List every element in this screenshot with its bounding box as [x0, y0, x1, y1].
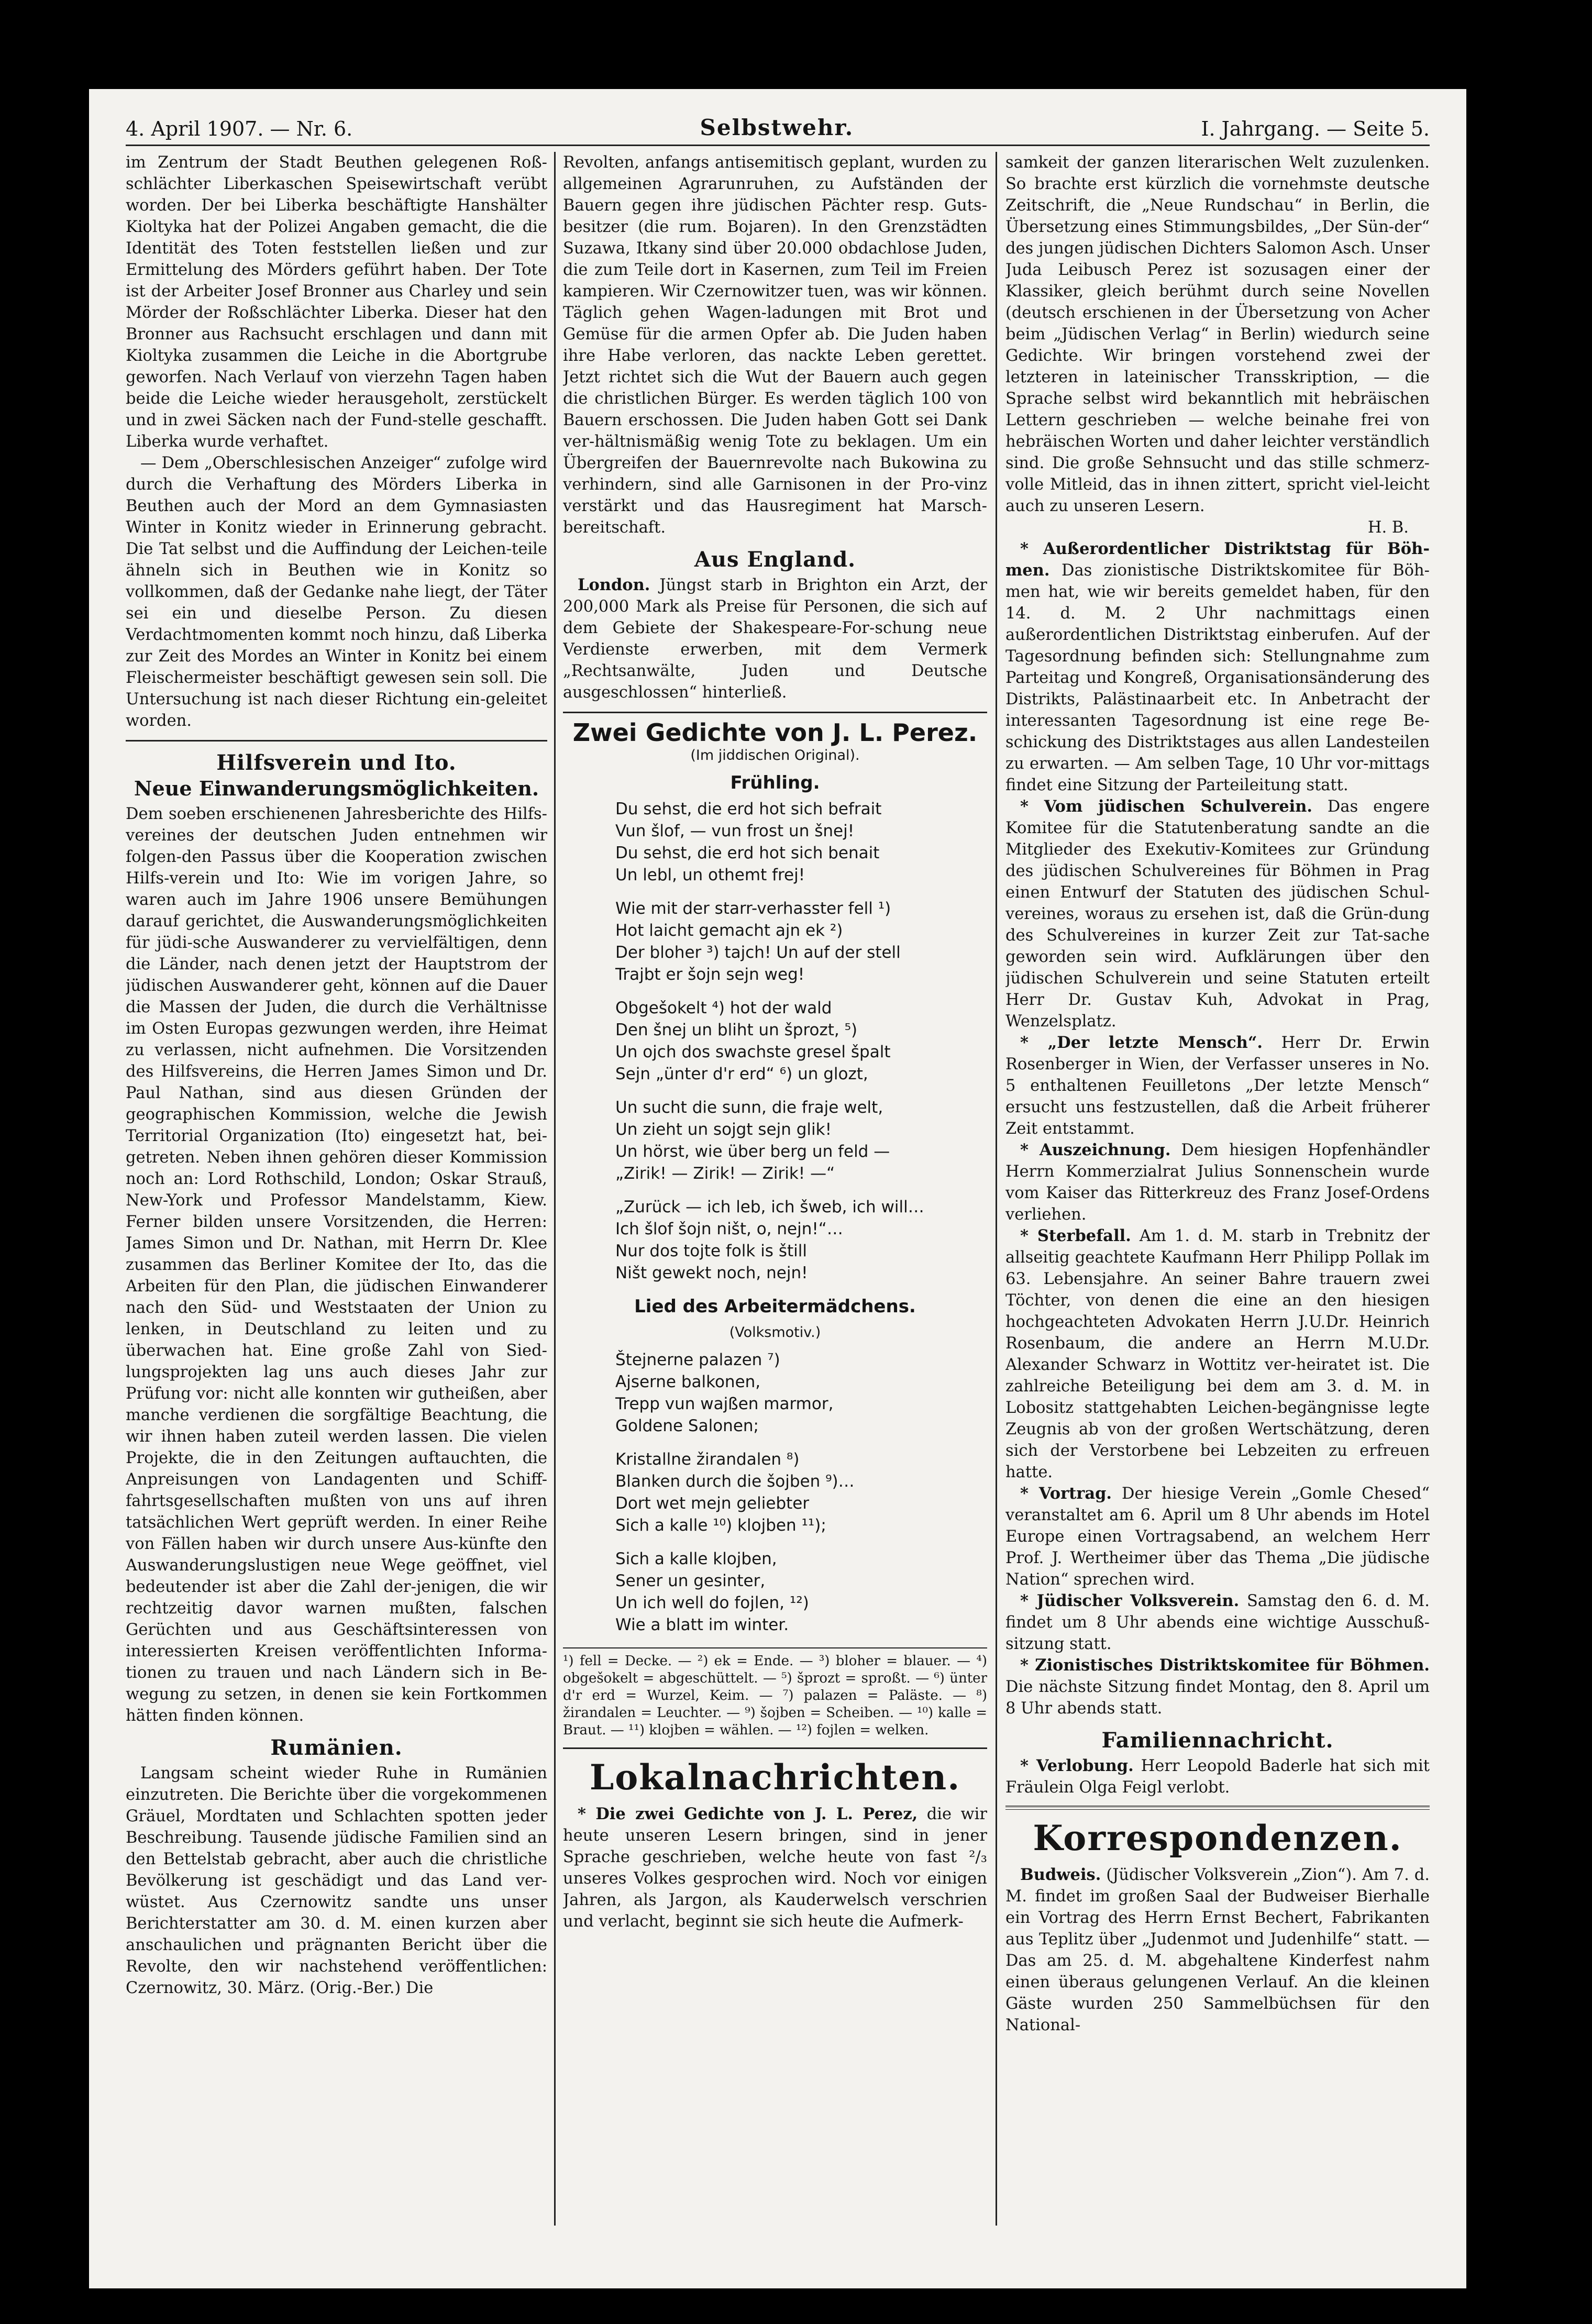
article-text: die wir heute unseren Lesern bringen, sind in jener Sprache geschrieben, welche heute von fast ²/₃ unseres Volkes gesprochen wird. Noch vor einigen Jahren, als Jargon, als Kauderwelsch verschrien und verlacht, beginnt sie sich heute die Aufmerk- [563, 1805, 987, 1931]
poem-line: Ich šlof šojn ništ, o, nejn!“… [615, 1220, 843, 1238]
article-text: Die nächste Sitzung findet Montag, den 8. April um 8 Uhr abends statt. [1005, 1678, 1430, 1718]
poem-line: Un zieht un sojgt sejn glik! [615, 1120, 832, 1139]
poem-line: Un hörst, wie über berg un feld — [615, 1142, 890, 1161]
poem-line: Blanken durch die šojben ⁹)… [615, 1472, 855, 1491]
poem-line: Vun šlof, — vun frost un šnej! [615, 822, 855, 840]
article-text: Das zionistische Distriktskomitee für Böh-men hat, wie wir bereits gemeldet haben, für den 14. d. M. 2 Uhr nachmittags einen außerordentlichen Distriktstag einberufen. Auf der Tagesordnung befinden sich: Stellungnahme zum Parteitag und Kongreß, Organisationsänderung des Distrikts, Palästinaarbeit etc. In Anbetracht der interessanten Tagesordnung ist eine rege Be-schickung des Distriktstages aus allen Landesteilen zu erwarten. — Am selben Tage, 10 Uhr vor-mittags findet eine Sitzung der Parteileitung statt. [1005, 561, 1430, 794]
poem-line: Den šnej un bliht un šprozt, ⁵) [615, 1021, 858, 1039]
article-text: Langsam scheint wieder Ruhe in Rumänien einzutreten. Die Berichte über die vorgekommenen Gräuel, Mordtaten und Schlachten spotten jeder Beschreibung. Tausende jüdische Familien sind an den Bettelstab gebracht, aber auch die christliche Bevölkerung ist geschädigt und das Land ver-wüstet. Aus Czernowitz sandte uns unser Berichterstatter am 30. d. M. einen kurzen aber anschaulichen und prägnanten Bericht über die Revolte, den wir nachstehend veröffentlichen: Czernowitz, 30. März. (Orig.-Ber.) Die [126, 1764, 547, 1997]
article-text: samkeit der ganzen literarischen Welt zuzulenken. So brachte erst kürzlich die vornehmste deutsche Zeitschrift, die „Neue Rundschau“ in Berlin, die Übersetzung eines Stimmungsbildes, „Der Sün-der“ des jungen jüdischen Dichters Salomon Asch. Unser Juda Leibusch Perez ist sozusagen einer der Klassiker, gleich berühmt durch seine Novellen (deutsch erschienen in der Übersetzung von Acher beim „Jüdischen Verlag“ in Berlin) wiedurch seine Gedichte. Wir bringen vorstehend zwei der letzteren in lateinischer Transskription, — die Sprache selbst wird bekanntlich mit hebräischen Lettern geschrieben — welche beinahe frei von hebräischen Worten und daher leichter verständlich sind. Die große Sehnsucht und das stille schmerz-volle Mitleid, das in ihnen zittert, spricht viel-leicht auch zu unseren Lesern. [1005, 153, 1430, 515]
poem-line: Obgešokelt ⁴) hot der wald [615, 999, 832, 1017]
item-heading: * Jüdischer Volksverein. [1020, 1591, 1240, 1610]
article-text: Herr Dr. Erwin Rosenberger in Wien, der Verfasser unseres in No. 5 enthaltenen Feuilletons „Der letzte Mensch“ ersucht uns festzustellen, daß die Arbeit früherer Zeit entstammt. [1005, 1034, 1430, 1138]
poem-stanza [563, 1349, 987, 1437]
column-rule-2 [996, 152, 997, 2226]
page-number: I. Jahrgang. — Seite 5. [1201, 117, 1430, 140]
poem-line: Un ich well do fojlen, ¹²) [615, 1593, 809, 1612]
poem-arbeitermaedchen [563, 1349, 987, 1636]
section-subheading: Neue Einwanderungsmöglichkeiten. [134, 777, 539, 800]
divider [126, 740, 547, 742]
column-2 [563, 152, 987, 2226]
poem-title: Lied des Arbeitermädchens. [634, 1296, 916, 1317]
article-text: Herr Leopold Baderle hat sich mit Fräulein Olga Feigl verlobt. [1005, 1757, 1430, 1797]
section-heading: Hilfsverein und Ito. [216, 750, 457, 775]
poem-line: Un ojch dos swachste gresel špalt [615, 1043, 891, 1061]
column-rule-1 [554, 152, 556, 2226]
section-heading: Familiennachricht. [1101, 1728, 1334, 1753]
poem-line: Sener un gesinter, [615, 1572, 766, 1590]
poem-stanza [563, 1097, 987, 1185]
newspaper-page [89, 89, 1466, 2288]
poem-line: Štejnerne palazen ⁷) [615, 1351, 780, 1369]
author-signature: H. B. [1367, 518, 1409, 537]
article-text: Das engere Komitee für die Statutenberatung sandte an die Mitglieder des Exekutiv-Komitees zur Gründung des jüdischen Schulvereines für Böhmen in Prag einen Entwurf der Statuten des jüdischen Schul-vereines, woraus zu ersehen ist, daß die Grün-dung des Schulvereines in kurzer Zeit zur Tat-sache geworden sein wird. Aufklärungen über den jüdischen Schulverein und seine Statuten erteilt Herr Dr. Gustav Kuh, Advokat in Prag, Wenzelsplatz. [1005, 798, 1430, 1031]
article-text: Revolten, anfangs antisemitisch geplant, wurden zu allgemeinen Agrarunruhen, zu Aufständen der Bauern gegen ihre jüdischen Pächter resp. Guts-besitzer (die rum. Bojaren). In den Grenzstädten Suzawa, Itkany sind über 20.000 obdachlose Juden, die zum Teile dort in Kasernen, zum Teil im Freien kampieren. Wir Czernowitzer tuen, was wir können. Täglich gehen Wagen-ladungen mit Brot und Gemüse für die armen Opfer ab. Die Juden haben ihre Habe verloren, das nackte Leben gerettet. Jetzt richtet sich die Wut der Bauern auch gegen die christlichen Bürger. Es werden täglich 100 von Bauern erschossen. Die Juden haben Gott sei Dank ver-hältnismäßig wenig Tote zu beklagen. Um ein Übergreifen der Bauernrevolte nach Bukowina zu verhindern, sind alle Garnisonen in der Pro-vinz verstärkt und das Hausregiment hat Marsch-bereitschaft. [563, 153, 987, 537]
item-heading: * Auszeichnung. [1020, 1141, 1171, 1159]
article-text: Der hiesige Verein „Gomle Chesed“ veranstaltet am 6. April um 8 Uhr abends im Hotel Europe einen Vortragsabend, an welchem Herr Prof. J. Wertheimer über das Thema „Die jüdische Nation“ sprechen wird. [1005, 1485, 1430, 1589]
dateline: Budweis. [1020, 1865, 1101, 1884]
item-heading: * Die zwei Gedichte von J. L. Perez, [578, 1805, 918, 1823]
poem-line: Trepp vun wajßen marmor, [615, 1395, 834, 1413]
poem-line: Un lebl, un othemt frej! [615, 866, 805, 884]
divider [1005, 1806, 1430, 1810]
section-heading: Aus England. [694, 547, 856, 572]
issue-date: 4. April 1907. — Nr. 6. [126, 117, 353, 140]
poem-line: Sich a kalle ¹⁰) klojben ¹¹); [615, 1516, 826, 1535]
poem-line: Trajbt er šojn sejn weg! [615, 965, 805, 984]
poems-box [563, 718, 987, 1636]
poem-line: Wie mit der starr-verhasster fell ¹) [615, 899, 891, 918]
article-text: — Dem „Oberschlesischen Anzeiger“ zufolge wird durch die Verhaftung des Mörders Liberka in Beuthen auch der Mord an dem Gymnasiasten Winter in Konitz wieder in Erinnerung gebracht. Die Tat selbst und die Auffindung der Leichen-teile ähneln sich in Beuthen wie in Konitz so vollkommen, daß der Gedanke nahe liegt, der Täter sei ein und dieselbe Person. Zu diesen Verdachtmomenten kommt noch hinzu, daß Liberka zur Zeit des Mordes an Winter in Konitz bei einem Fleischermeister beschäftigt gewesen sein soll. Die Untersuchung ist nach dieser Richtung ein-geleitet worden. [126, 454, 547, 730]
poem-line: Wie a blatt im winter. [615, 1615, 789, 1634]
article-text: Dem hiesigen Hopfenhändler Herrn Kommerzialrat Julius Sonnenschein wurde vom Kaiser das Ritterkreuz des Franz Josef-Ordens verliehen. [1005, 1141, 1430, 1224]
poem-line: „Zirik! — Zirik! — Zirik! —“ [615, 1164, 835, 1183]
poem-stanza [563, 798, 987, 886]
item-heading: * Vortrag. [1020, 1484, 1112, 1503]
poem-line: Ajserne balkonen, [615, 1373, 761, 1391]
poems-title: Zwei Gedichte von J. L. Perez. [572, 718, 978, 747]
masthead-title: Selbstwehr. [700, 115, 854, 140]
column-1 [126, 152, 547, 2226]
dateline: London. [578, 576, 650, 594]
poem-line: „Zurück — ich leb, ich šweb, ich will… [615, 1198, 924, 1216]
poem-line: Der bloher ³) tajch! Un auf der stell [615, 943, 901, 962]
poem-stanza [563, 1548, 987, 1636]
item-heading: * Sterbefall. [1020, 1226, 1131, 1245]
poem-title: Frühling. [730, 772, 820, 793]
article-text: Dem soeben erschienenen Jahresberichte des Hilfs-vereines der deutschen Juden entnehmen wir folgen-den Passus über die Kooperation zwischen Hilfs-verein und Ito: Wie im vorigen Jahre, so waren auch im Jahre 1906 unsere Bemühungen darauf gerichtet, die Auswanderungsmöglichkeiten für jüdi-sche Auswanderer zu vervielfältigen, denn die Länder, nach denen jetzt der Hauptstrom der jüdischen Auswanderer geht, können auf die Dauer die Massen der Juden, die durch die Verhältnisse im Osten Europas gezwungen werden, ihre Heimat zu verlassen, nicht aufnehmen. Die Vorsitzenden des Hilfsvereins, die Herren James Simon und Dr. Paul Nathan, sind aus diesen Gründen der geographischen Kommission, welche die Jewish Territorial Organization (Ito) eingesetzt hat, bei-getreten. Neben ihnen gehören dieser Kommission noch an: Lord Rothschild, London; Oskar Strauß, New-York und Professor Mandelstamm, Kiew. Ferner bilden unsere Vorsitzenden, die Herren: James Simon und Dr. Nathan, mit Herrn Dr. Klee zusammen das Berliner Komitee der Ito, das die Arbeiten für den Plan, die jüdischen Einwanderer nach den Süd- und Weststaaten der Union zu lenken, in Deutschland zu leiten und zu überwachen hat. Eine große Zahl von Sied-lungsprojekten lag uns auch dieses Jahr zur Prüfung vor: nicht alle konnten wir gutheißen, aber manche verdienen die sorgfältige Beachtung, die wir ihnen haben zuteil werden lassen. Die vielen Projekte, die in den Zeitungen auftauchten, die Anpreisungen von Landagenten und Schiff-fahrtsgesellschaften mußten von uns auf ihren tatsächlichen Wert geprüft werden. In einer Reihe von Fällen haben wir durch unsere Aus-künfte den Auswanderungslustigen neue Wege geöffnet, viel bedeutender ist aber die Zahl der-jenigen, die wir rechtzeitig davor warnen mußten, falschen Gerüchten und aus Geschäftsinteressen von interessierten Kreisen veröffentlichten Informa-tionen zu trauen und nach Ländern sich in Be-wegung zu setzen, in denen sie kein Fortkommen hätten finden können. [126, 805, 547, 1725]
item-heading: * „Der letzte Mensch“. [1020, 1033, 1263, 1052]
article-text: Jüngst starb in Brighton ein Arzt, der 200,000 Mark als Preise für Personen, die sich auf dem Gebiete der Shakespeare-For-schung neue Verdienste erwerben, mit dem Vermerk „Rechtsanwälte, Juden und Deutsche ausgeschlossen“ hinterließ. [563, 576, 987, 702]
poem-line: Dort wet mejn geliebter [615, 1494, 810, 1513]
poem-line: Hot laicht gemacht ajn ek ²) [615, 921, 843, 940]
section-heading-large: Lokalnachrichten. [589, 1757, 961, 1798]
poem-line: Goldene Salonen; [615, 1416, 759, 1435]
section-heading-large: Korrespondenzen. [1033, 1818, 1402, 1858]
poem-line: Sejn „ünter d'r erd“ ⁶) un glozt, [615, 1065, 868, 1083]
divider [563, 712, 987, 713]
poem-line: Sich a kalle klojben, [615, 1550, 777, 1568]
poem-line: Du sehst, die erd hot sich befrait [615, 800, 882, 818]
item-heading: * Außerordentlicher Distriktstag für Böh-men. [1005, 539, 1430, 580]
poem-line: Un sucht die sunn, die fraje welt, [615, 1098, 883, 1117]
poem-line: Ništ gewekt noch, nejn! [615, 1264, 808, 1282]
footnotes: ¹) fell = Decke. — ²) ek = Ende. — ³) bloher = blauer. — ⁴) obgešokelt = abgeschüttelt. — ⁵) šprozt = sproßt. — ⁶) ünter d'r erd = Wurzel, Keim. — ⁷) palazen = Paläste. — ⁸) žirandalen = Leuchter. — ⁹) šojben = Scheiben. — ¹⁰) kalle = Braut. — ¹¹) klojben = wählen. — ¹²) fojlen = welken. [563, 1647, 987, 1739]
column-3 [1005, 152, 1430, 2226]
divider [563, 1747, 987, 1749]
item-heading: * Verlobung. [1020, 1756, 1134, 1775]
poem-line: Nur dos tojte folk is štill [615, 1242, 807, 1260]
article-text: Am 1. d. M. starb in Trebnitz der allseitig geachtete Kaufmann Herr Philipp Pollak im 63. Lebensjahre. An seiner Bahre trauern zwei Töchter, von denen die eine an den hiesigen hochgeachteten Advokaten Herrn J.U.Dr. Heinrich Rosenbaum, die andere an Herrn M.U.Dr. Alexander Schwarz in Wottitz ver-heiratet ist. Die zahlreiche Beteiligung bei dem am 3. d. M. in Lobositz stattgehabten Leichen-begängnisse legte Zeugnis ab von der großen Wertschätzung, deren sich der Verstorbene bei Lebzeiten zu erfreuen hatte. [1005, 1227, 1430, 1481]
poem-line: Du sehst, die erd hot sich benait [615, 844, 880, 862]
poem-stanza [563, 1448, 987, 1536]
poem-subtitle: (Volksmotiv.) [729, 1324, 821, 1341]
poem-stanza [563, 1196, 987, 1284]
section-heading: Rumänien. [270, 1735, 403, 1760]
article-text: im Zentrum der Stadt Beuthen gelegenen Roß-schlächter Liberkaschen Speisewirtschaft verübt worden. Der bei Liberka beschäftigte Hanshälter Kioltyka hat der Polizei Angaben gemacht, die die Identität des Toten feststellen ließen und zur Ermittelung des Mörders geführt haben. Der Tote ist der Arbeiter Josef Bronner aus Charley und sein Mörder der Roßschlächter Liberka. Dieser hat den Bronner aus Rachsucht erschlagen und dann mit Kioltyka zusammen die Leiche in die Abortgrube geworfen. Nach Verlauf von vierzehn Tagen haben beide die Leiche wieder herausgeholt, zerstückelt und in zwei Säcken nach der Fund-stelle geschafft. Liberka wurde verhaftet. [126, 153, 547, 451]
poem-stanza [563, 997, 987, 1085]
poem-fruehling [563, 798, 987, 1284]
item-heading: * Zionistisches Distriktskomitee für Böhmen. [1020, 1656, 1430, 1675]
item-heading: * Vom jüdischen Schulverein. [1020, 797, 1313, 816]
poem-line: Kristallne žirandalen ⁸) [615, 1450, 800, 1469]
poem-stanza [563, 898, 987, 986]
article-text: Samstag den 6. d. M. findet um 8 Uhr abends eine wichtige Ausschuß-sitzung statt. [1005, 1592, 1430, 1653]
page-header [126, 109, 1430, 146]
poems-subtitle: (Im jiddischen Original). [690, 747, 860, 763]
article-text: (Jüdischer Volksverein „Zion“). Am 7. d. M. findet im großen Saal der Budweiser Bierhalle ein Vortrag des Herrn Ernst Bechert, Fabrikanten aus Teplitz über „Judenmot und Judenhilfe“ statt. — Das am 25. d. M. abgehaltene Kinderfest nahm einen überaus gelungenen Verlauf. An die kleinen Gäste wurden 250 Sammelbüchsen für den National- [1005, 1866, 1430, 2034]
